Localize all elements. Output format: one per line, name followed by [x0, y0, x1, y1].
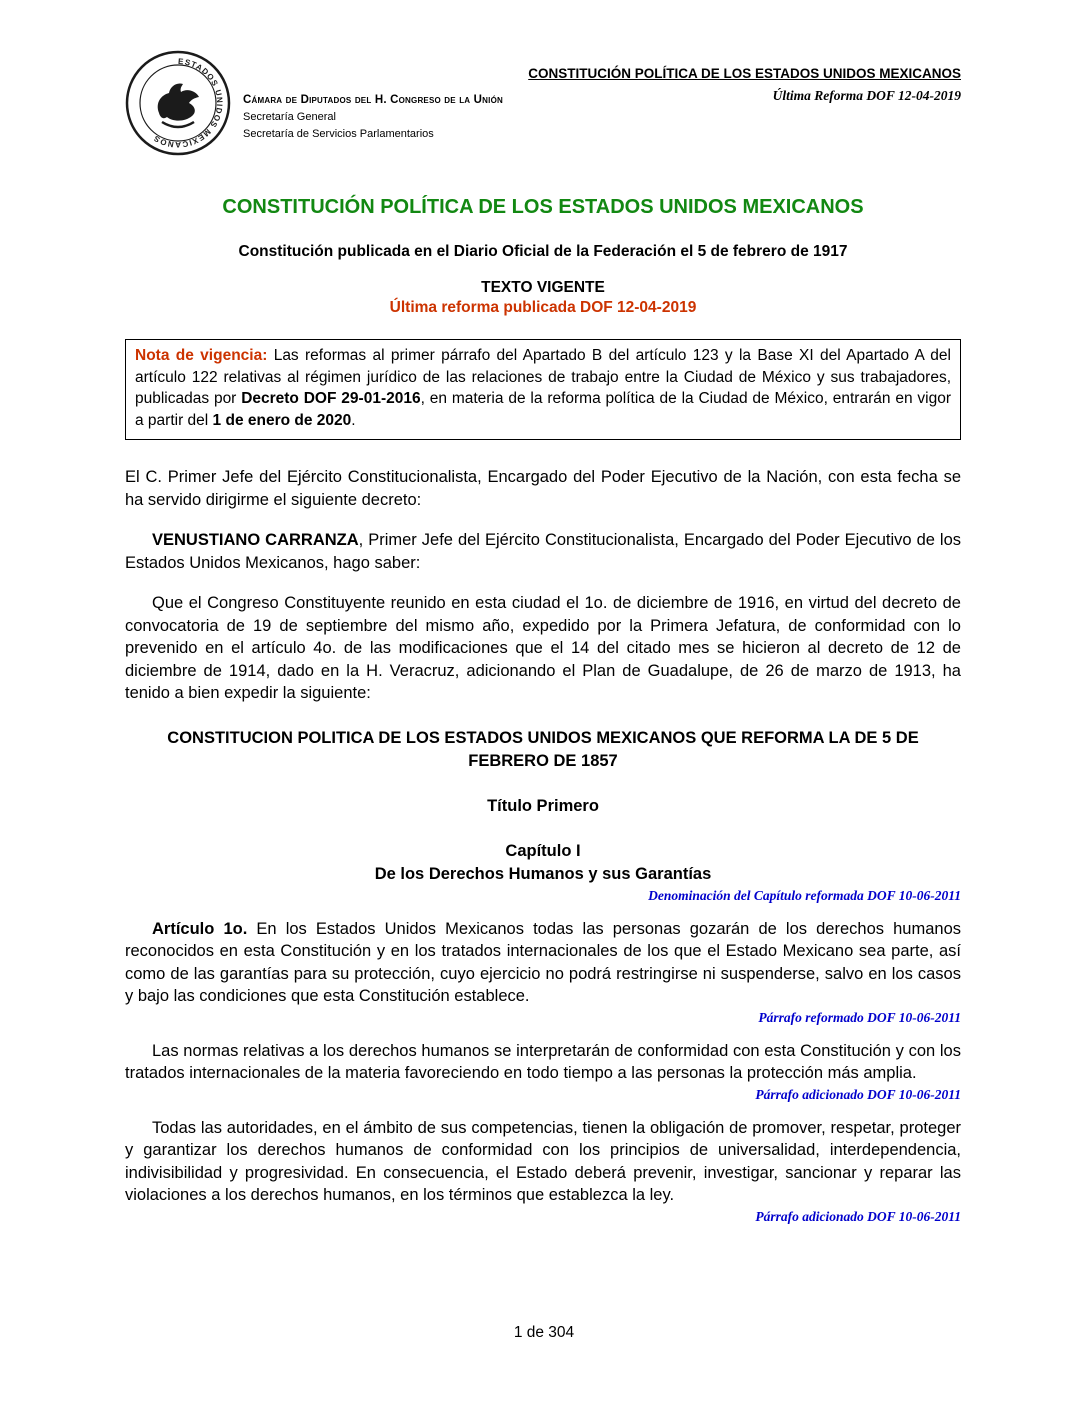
- nota-date-bold: 1 de enero de 2020: [212, 411, 352, 429]
- articulo-1-label: Artículo 1o.: [152, 919, 248, 938]
- header-document-title: CONSTITUCIÓN POLÍTICA DE LOS ESTADOS UNIDOS MEXICANOS: [528, 66, 961, 81]
- paragraph-todas-autoridades: Todas las autoridades, en el ámbito de sus competencias, tienen la obligación de promover, respetar, proteger y garantizar los derechos humanos de conformidad con los principios de universalidad, interdependencia, indivisibilidad y progresividad. En consecuencia, el Estado deberá prevenir, investigar, sancionar y reparar las violaciones a los derechos humanos, en los términos que establezca la ley.: [125, 1118, 961, 1204]
- nota-text-3: .: [351, 411, 356, 429]
- header-institution-block: [243, 94, 503, 140]
- page-content: [125, 0, 961, 1225]
- paragraph-normas-relativas: Las normas relativas a los derechos humanos se interpretarán de conformidad con esta Constitución y con los tratados internacionales de la materia favoreciendo en todo tiempo a las personas la protección más amplia.: [125, 1041, 961, 1082]
- nota-vigencia-label: Nota de vigencia:: [135, 347, 268, 364]
- document-main-title: CONSTITUCIÓN POLÍTICA DE LOS ESTADOS UNIDOS MEXICANOS: [222, 196, 864, 218]
- capitulo-label: Capítulo I: [505, 841, 581, 860]
- page-number: 1 de 304: [513, 1324, 575, 1341]
- annotation-parrafo-reformado: Párrafo reformado DOF 10-06-2011: [758, 1009, 961, 1025]
- heading-titulo-primero: Título Primero: [487, 796, 599, 815]
- seal-rim-text: ESTADOS UNIDOS MEXICANOS: [151, 56, 225, 150]
- secretariat-general: Secretaría General: [243, 111, 336, 123]
- paragraph-articulo-1: [125, 918, 961, 1008]
- header-document-block: [528, 66, 961, 104]
- articulo-1-text: En los Estados Unidos Mexicanos todas las personas gozarán de los derechos humanos reconocidos en esta Constitución y en los tratados internacionales de los que el Estado Mexicano sea parte, así como de las garantías para su protección, cuyo ejercicio no podrá restringirse ni suspenderse, salvo en los casos y bajo las condiciones que esta Constitución establece.: [125, 919, 961, 1005]
- carranza-name: VENUSTIANO CARRANZA: [152, 531, 359, 549]
- mexico-coat-of-arms-logo: [125, 50, 231, 156]
- capitulo-subtitle: De los Derechos Humanos y sus Garantías: [374, 864, 712, 883]
- nota-decreto-bold: Decreto DOF 29-01-2016: [241, 390, 421, 407]
- heading-capitulo-1: [125, 840, 961, 886]
- annotation-parrafo-adicionado-2: Párrafo adicionado DOF 10-06-2011: [755, 1208, 961, 1224]
- nota-text-1: Las reformas al primer párrafo del Apartado B del artículo 123 y la Base XI del Apartado A del artículo 122 relativas al régimen jurídico de las relaciones de trabajo entre la Ciudad de México y sus trabajadores, publicadas por: [135, 347, 951, 407]
- paragraph-decree-intro: El C. Primer Jefe del Ejército Constitucionalista, Encargado del Poder Ejecutivo de la Nación, con esta fecha se ha servido dirigirme el siguiente decreto:: [125, 468, 961, 509]
- page-header: [125, 0, 961, 168]
- paragraph-congreso: Que el Congreso Constituyente reunido en esta ciudad el 1o. de diciembre de 1916, en virtud del decreto de convocatoria de 19 de septiembre del mismo año, expedido por la Primera Jefatura, de conformidad con lo prevenido en el artículo 4o. de las modificaciones que el 14 del citado mes se hicieron al decreto de 12 de diciembre de 1914, dado en la H. Veracruz, adicionando el Plan de Guadalupe, de 26 de marzo de 1913, ha tenido a bien expedir la siguiente:: [125, 594, 961, 702]
- annotation-capitulo-reform: Denominación del Capítulo reformada DOF 10-06-2011: [648, 887, 961, 903]
- carranza-rest: , Primer Jefe del Ejército Constitucionalista, Encargado del Poder Ejecutivo de los Estados Unidos Mexicanos, hago saber:: [125, 531, 961, 572]
- nota-text-2: , en materia de la reforma política de la Ciudad de México, entrarán en vigor a partir del: [135, 390, 951, 429]
- secretariat-parliamentary: Secretaría de Servicios Parlamentarios: [243, 128, 434, 140]
- texto-vigente-label: TEXTO VIGENTE: [481, 279, 605, 296]
- publication-line: Constitución publicada en el Diario Oficial de la Federación el 5 de febrero de 1917: [238, 243, 848, 260]
- header-last-reform: Última Reforma DOF 12-04-2019: [772, 88, 961, 103]
- annotation-parrafo-adicionado-1: Párrafo adicionado DOF 10-06-2011: [755, 1086, 961, 1102]
- paragraph-carranza: [125, 529, 961, 574]
- nota-vigencia-box: [125, 339, 961, 440]
- last-reform-line: Última reforma publicada DOF 12-04-2019: [389, 299, 697, 316]
- chamber-name: Cámara de Diputados del H. Congreso de la Unión: [243, 94, 503, 106]
- heading-reform-1857: CONSTITUCION POLITICA DE LOS ESTADOS UNIDOS MEXICANOS QUE REFORMA LA DE 5 DE FEBRERO DE 1857: [167, 728, 919, 770]
